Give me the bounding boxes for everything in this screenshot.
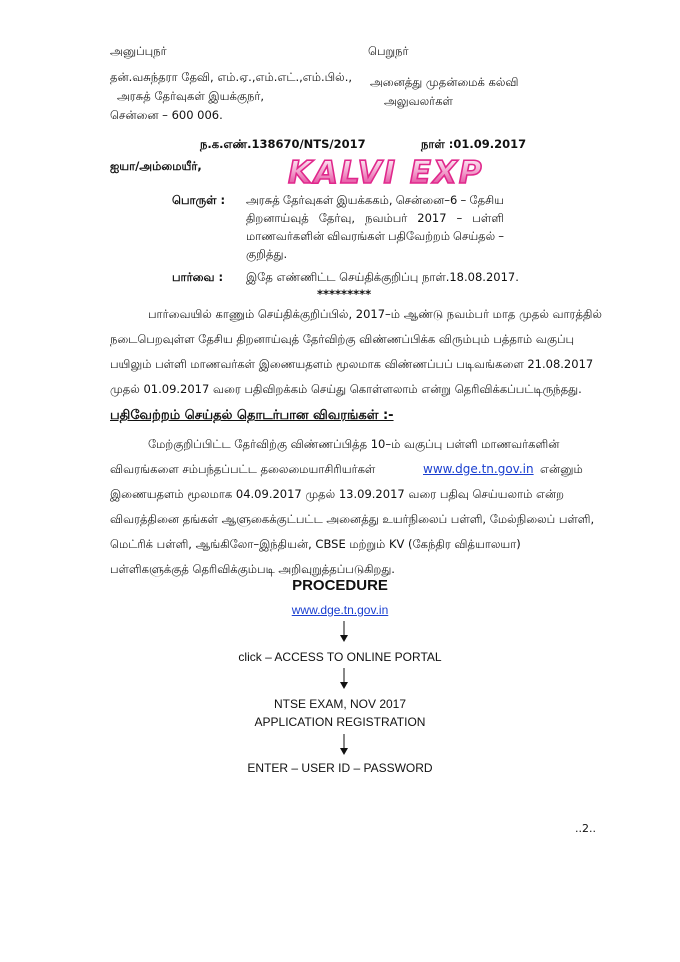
watermark-logo-text: KALVI EXP: [288, 155, 484, 188]
paragraph2-line2-before: விவரங்களை சம்பந்தப்பட்ட தலைமையாசிரியர்கள்: [110, 462, 376, 476]
sender-city: சென்னை – 600 006.: [110, 108, 223, 122]
arrow-down-icon: [338, 621, 350, 643]
procedure-step3: ENTER – USER ID – PASSWORD: [247, 761, 433, 775]
paragraph2-line1: மேற்குறிப்பிட்ட தேர்விற்கு விண்ணப்பித்த 10–ம் வகுப்பு பள்ளி மாணவர்களின்: [148, 437, 560, 451]
recipient-heading: பெறுநர்: [368, 44, 409, 58]
reference-note-text: இதே எண்ணிட்ட செய்திக்குறிப்பு நாள்.18.08.2017.: [246, 270, 519, 284]
section-heading: பதிவேற்றம் செய்தல் தொடர்பான விவரங்கள் :-: [110, 408, 394, 423]
paragraph2-line4: விவரத்தினை தங்கள் ஆளுகைக்குட்பட்ட அனைத்து உயர்நிலைப் பள்ளி, மேல்நிலைப் பள்ளி,: [110, 512, 595, 526]
paragraph1-line1: பார்வையில் காணும் செய்திக்குறிப்பில், 2017–ம் ஆண்டு நவம்பர் மாத முதல் வாரத்தில்: [148, 307, 602, 321]
reference-note-label: பார்வை :: [172, 270, 224, 284]
page-marker: ..2..: [575, 822, 596, 835]
subject-line-2: திறனாய்வுத் தேர்வு, நவம்பர் 2017 – பள்ளி: [246, 211, 504, 225]
procedure-step2-line1: NTSE EXAM, NOV 2017: [273, 697, 407, 711]
subject-line-4: குறித்து.: [246, 247, 288, 261]
subject-line-3: மாணவர்களின் விவரங்கள் பதிவேற்றம் செய்தல் –: [246, 229, 504, 243]
recipient-line1: அனைத்து முதன்மைக் கல்வி: [370, 75, 519, 89]
arrow-down-icon: [338, 734, 350, 756]
sender-designation: அரசுத் தேர்வுகள் இயக்குநர்,: [117, 89, 265, 103]
dge-website-link[interactable]: www.dge.tn.gov.in: [423, 462, 534, 476]
salutation: ஐயா/அம்மையீர்,: [110, 159, 202, 173]
separator: *********: [317, 287, 372, 301]
reference-date: நாள் :01.09.2017: [421, 137, 527, 151]
reference-number: ந.க.எண்.138670/NTS/2017: [200, 137, 366, 151]
paragraph2-line5: மெட்ரிக் பள்ளி, ஆங்கிலோ–இந்தியன், CBSE மற்றும் KV (கேந்திர வித்யாலயா): [110, 537, 521, 551]
subject-label: பொருள் :: [172, 193, 226, 207]
arrow-down-icon: [338, 668, 350, 690]
recipient-line2: அலுவலர்கள்: [384, 94, 453, 108]
paragraph2-line2-after: என்னும்: [540, 462, 583, 476]
procedure-step2-line2: APPLICATION REGISTRATION: [254, 715, 426, 729]
procedure-step1: click – ACCESS TO ONLINE PORTAL: [238, 650, 442, 664]
paragraph1-line3: பயிலும் பள்ளி மாணவர்கள் இணையதளம் மூலமாக விண்ணப்பப் படிவங்களை 21.08.2017: [110, 357, 594, 371]
sender-name: தன்.வசுந்தரா தேவி, எம்.ஏ.,எம்.எட்.,எம்.பில்.,: [110, 70, 353, 84]
procedure-link[interactable]: www.dge.tn.gov.in: [291, 603, 389, 617]
watermark-logo: [284, 154, 546, 188]
paragraph2-line3: இணையதளம் மூலமாக 04.09.2017 முதல் 13.09.2017 வரை பதிவு செய்யலாம் என்ற: [110, 487, 564, 501]
paragraph1-line4: முதல் 01.09.2017 வரை பதிவிறக்கம் செய்து கொள்ளலாம் என்று தெரிவிக்கப்பட்டிருந்தது.: [110, 382, 582, 396]
procedure-title: PROCEDURE: [292, 577, 388, 594]
paragraph1-line2: நடைபெறவுள்ள தேசிய திறனாய்வுத் தேர்விற்கு விண்ணப்பிக்க விரும்பும் பத்தாம் வகுப்பு: [110, 332, 575, 346]
paragraph2-line6: பள்ளிகளுக்குத் தெரிவிக்கும்படி அறிவுறுத்தப்படுகிறது.: [110, 562, 395, 576]
sender-heading: அனுப்புநர்: [110, 44, 167, 58]
subject-line-1: அரசுத் தேர்வுகள் இயக்ககம், சென்னை–6 – தேசிய: [246, 193, 504, 207]
